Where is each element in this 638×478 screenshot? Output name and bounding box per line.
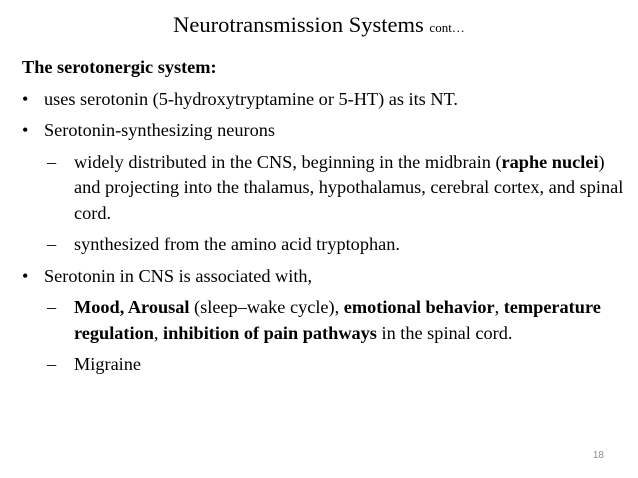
page-number: 18 <box>592 450 604 461</box>
sub-text-bold: emotional behavior <box>343 297 495 317</box>
sub-text-bold: temperature regulation <box>74 297 601 343</box>
bullet-item <box>22 118 627 144</box>
sub-item <box>22 352 627 378</box>
title-text: Neurotransmission Systems <box>173 12 424 37</box>
slide-title <box>0 12 638 41</box>
dash-marker: – <box>47 234 57 254</box>
sub-text-part: , <box>494 297 504 317</box>
section-heading: The serotonergic system: <box>22 57 217 77</box>
sub-text-part: , <box>153 322 164 343</box>
sub-item <box>22 150 627 227</box>
dash-marker: – <box>47 354 57 374</box>
sub-item <box>22 232 627 258</box>
sub-text: synthesized from the amino acid tryptophan. <box>74 234 400 254</box>
bullet-item <box>22 264 627 290</box>
slide-content <box>22 55 627 384</box>
bullet-text: Serotonin in CNS is associated with, <box>44 265 313 286</box>
sub-text-part: widely distributed in the CNS, beginning in the midbrain ( <box>74 151 502 172</box>
dash-marker: – <box>47 297 57 317</box>
bullet-marker: • <box>22 88 29 109</box>
sub-text: Migraine <box>74 354 142 374</box>
title-suffix: cont… <box>429 20 465 35</box>
sub-text-part: ) and projecting into the thalamus, hypothalamus, cerebral cortex, and spinal cord. <box>74 151 624 223</box>
bullet-item <box>22 87 627 113</box>
bullet-text: Serotonin-synthesizing neurons <box>44 120 276 140</box>
sub-text-bold: Mood, Arousal <box>74 297 190 317</box>
bullet-text: uses serotonin (5-hydroxytryptamine or 5-HT) as its NT. <box>44 88 458 109</box>
sub-text-part: in the spinal cord. <box>376 322 513 343</box>
bullet-marker: • <box>22 265 29 286</box>
sub-text-part: (sleep–wake cycle), <box>189 297 344 317</box>
sub-text-bold: raphe nuclei <box>501 151 599 172</box>
bullet-marker: • <box>22 120 29 140</box>
sub-text-bold: inhibition of pain pathways <box>163 322 377 343</box>
dash-marker: – <box>47 151 57 172</box>
sub-item <box>22 295 627 346</box>
